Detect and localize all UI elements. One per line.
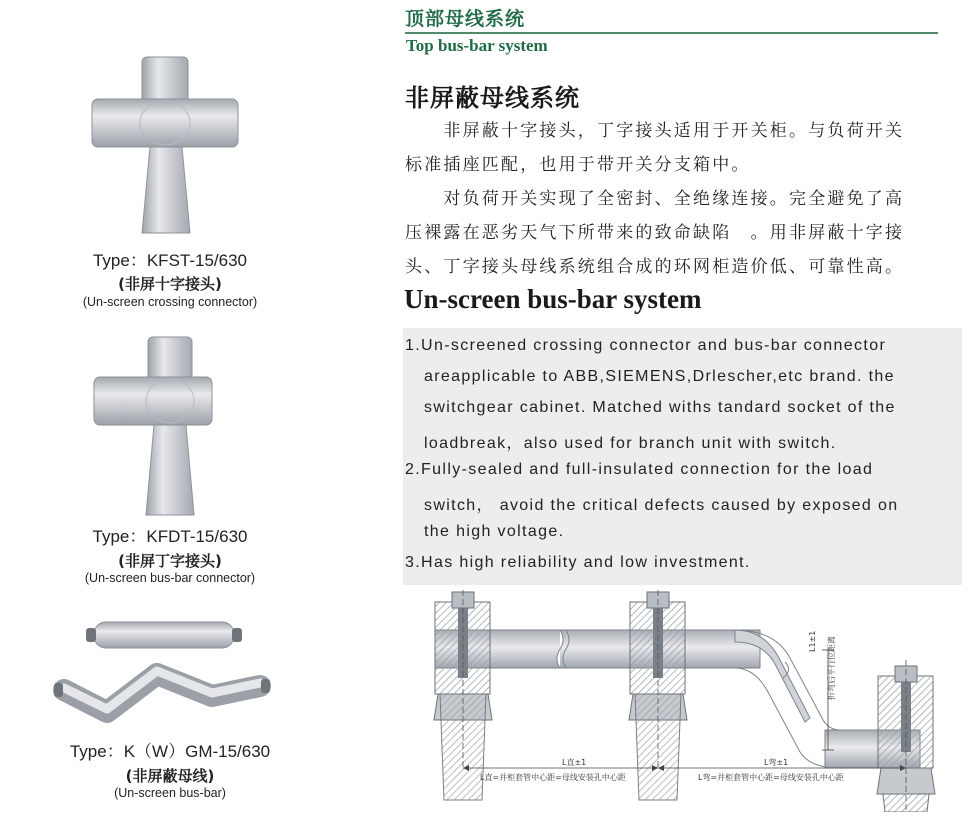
product-name-en-3: (Un-screen bus-bar) <box>114 786 226 800</box>
feature-line-7: the high voltage. <box>424 523 565 540</box>
feature-line-3: switchgear cabinet. Matched withs tandard socket of the <box>424 399 896 416</box>
paragraph-cn-line-1: 非屏蔽十字接头，丁字接头适用于开关柜。与负荷开关 <box>405 121 905 141</box>
product-name-cn-1: (非屏十字接头) <box>118 275 222 293</box>
dimension-straight-short: L直±1 <box>562 758 587 767</box>
product-type-2: Type：KFDT-15/630 <box>92 527 248 546</box>
paragraph-cn-line-4: 压裸露在恶劣天气下所带来的致命缺陷 。用非屏蔽十字接 <box>405 223 905 243</box>
section-divider <box>405 32 938 34</box>
feature-line-4: loadbreak，also used for branch unit with switch. <box>424 435 837 452</box>
product-name-en-2: (Un-screen bus-bar connector) <box>84 571 256 585</box>
feature-line-8: 3.Has high reliability and low investment. <box>405 554 751 571</box>
dimension-straight-long: L直=并柜套管中心距=母线安装孔中心距 <box>480 773 626 782</box>
dimension-vertical-1: L1±1 <box>808 630 817 652</box>
dimension-bend-short: L弯±1 <box>764 758 789 767</box>
product-name-cn-3: (非屏蔽母线) <box>125 767 215 785</box>
section-title-cn: 顶部母线系统 <box>405 8 526 30</box>
paragraph-cn-line-3: 对负荷开关实现了全密封、全绝缘连接。完全避免了高 <box>405 189 905 209</box>
paragraph-cn-line-5: 头、丁字接头母线系统组合成的环网柜造价低、可靠性高。 <box>405 257 905 277</box>
heading-en: Un-screen bus-bar system <box>404 284 702 314</box>
section-title-en: Top bus-bar system <box>406 36 548 55</box>
product-name-en-1: (Un-screen crossing connector) <box>82 295 258 309</box>
product-type-3: Type：K（W）GM-15/630 <box>69 742 271 761</box>
crossing-connector-image <box>90 55 240 240</box>
bus-bar-image <box>52 612 277 727</box>
dimension-bend-long: L弯=并柜套管中心距=母线安装孔中心距 <box>698 773 844 782</box>
feature-line-2: areapplicable to ABB,SIEMENS,Drlescher,etc brand. the <box>424 368 895 385</box>
product-name-cn-2: (非屏丁字接头) <box>118 552 222 570</box>
product-type-1: Type：KFST-15/630 <box>92 251 248 270</box>
dimension-vertical-2: 折弯后平行位距离 <box>827 636 836 700</box>
feature-line-6: switch， avoid the critical defects caused by exposed on <box>424 497 899 514</box>
feature-line-5: 2.Fully-sealed and full-insulated connection for the load <box>405 461 874 478</box>
paragraph-cn-line-2: 标准插座匹配，也用于带开关分支箱中。 <box>405 155 751 175</box>
heading-cn: 非屏蔽母线系统 <box>405 84 580 112</box>
english-features-box <box>403 328 962 585</box>
t-connector-image <box>92 335 222 520</box>
feature-line-1: 1.Un-screened crossing connector and bus-bar connector <box>405 337 887 354</box>
